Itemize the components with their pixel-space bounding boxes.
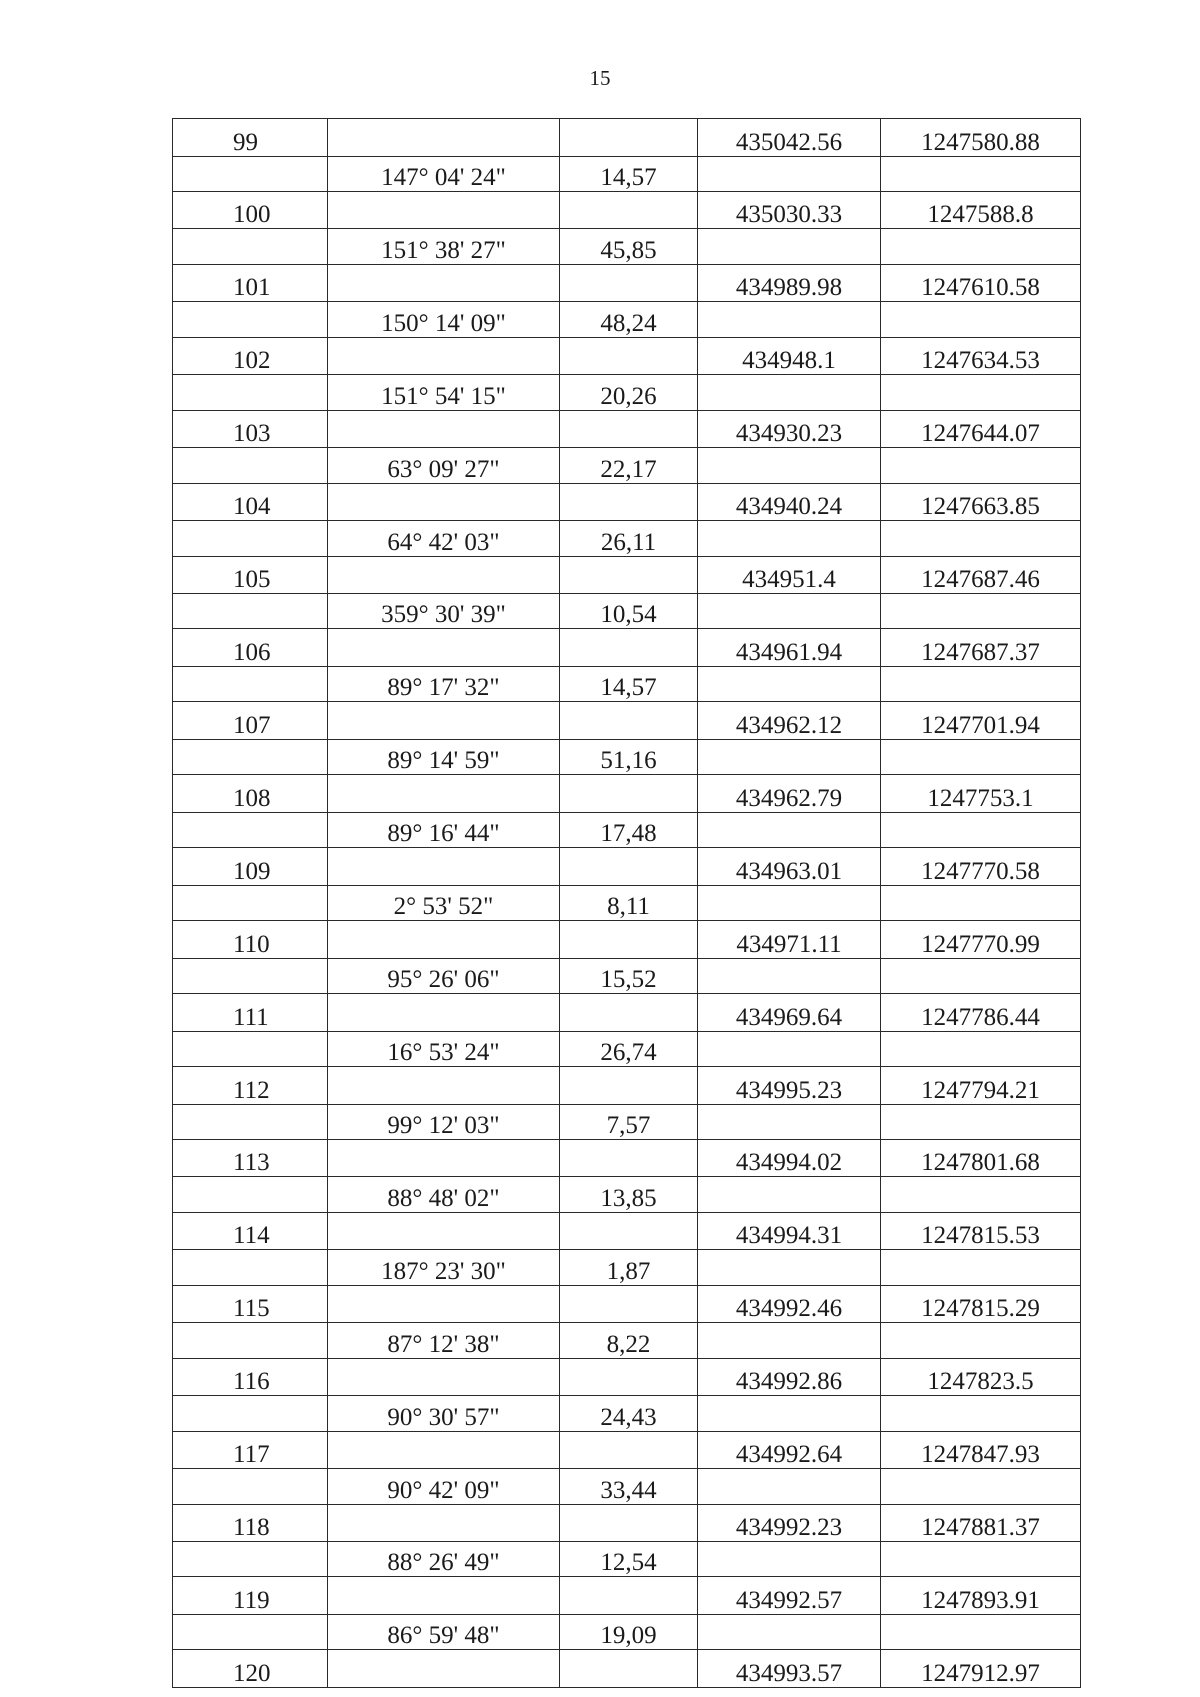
point-number: 110 — [173, 921, 328, 959]
empty-cell — [881, 958, 1081, 993]
point-row — [173, 1431, 1081, 1469]
empty-cell — [698, 1250, 881, 1285]
empty-cell — [560, 848, 698, 886]
y-coordinate: 1247770.99 — [881, 921, 1081, 959]
segment-row — [173, 1396, 1081, 1431]
empty-cell — [698, 1177, 881, 1212]
x-coordinate: 434989.98 — [698, 264, 881, 302]
empty-cell — [328, 848, 560, 886]
segment-row — [173, 1177, 1081, 1212]
page-number: 15 — [589, 66, 611, 90]
empty-cell — [328, 1431, 560, 1469]
empty-cell — [328, 337, 560, 375]
segment-distance: 48,24 — [560, 302, 698, 337]
segment-distance: 22,17 — [560, 448, 698, 483]
point-number: 118 — [173, 1504, 328, 1542]
bearing-angle: 16° 53' 24" — [328, 1031, 560, 1066]
empty-cell — [881, 1396, 1081, 1431]
y-coordinate: 1247847.93 — [881, 1431, 1081, 1469]
empty-cell — [698, 375, 881, 410]
y-coordinate: 1247881.37 — [881, 1504, 1081, 1542]
segment-distance: 26,11 — [560, 521, 698, 556]
empty-cell — [328, 775, 560, 813]
empty-cell — [881, 666, 1081, 701]
x-coordinate: 434969.64 — [698, 994, 881, 1032]
point-row — [173, 191, 1081, 229]
point-number: 119 — [173, 1577, 328, 1615]
empty-cell — [173, 739, 328, 774]
segment-distance: 8,11 — [560, 885, 698, 920]
x-coordinate: 434995.23 — [698, 1066, 881, 1104]
empty-cell — [560, 483, 698, 521]
bearing-angle: 359° 30' 39" — [328, 594, 560, 629]
empty-cell — [698, 1614, 881, 1649]
point-row — [173, 119, 1081, 157]
x-coordinate: 434962.79 — [698, 775, 881, 813]
empty-cell — [173, 885, 328, 920]
segment-row — [173, 302, 1081, 337]
point-row — [173, 1358, 1081, 1396]
x-coordinate: 434961.94 — [698, 629, 881, 667]
empty-cell — [560, 994, 698, 1032]
point-number: 116 — [173, 1358, 328, 1396]
segment-distance: 1,87 — [560, 1250, 698, 1285]
y-coordinate: 1247588.8 — [881, 191, 1081, 229]
point-row — [173, 1504, 1081, 1542]
segment-row — [173, 1104, 1081, 1139]
empty-cell — [328, 921, 560, 959]
empty-cell — [698, 885, 881, 920]
empty-cell — [881, 885, 1081, 920]
empty-cell — [698, 1104, 881, 1139]
y-coordinate: 1247893.91 — [881, 1577, 1081, 1615]
segment-row — [173, 885, 1081, 920]
empty-cell — [560, 1285, 698, 1323]
point-number: 108 — [173, 775, 328, 813]
segment-row — [173, 1542, 1081, 1577]
empty-cell — [698, 302, 881, 337]
empty-cell — [560, 191, 698, 229]
segment-distance: 51,16 — [560, 739, 698, 774]
empty-cell — [560, 921, 698, 959]
empty-cell — [698, 1396, 881, 1431]
point-number: 113 — [173, 1139, 328, 1177]
empty-cell — [328, 1358, 560, 1396]
empty-cell — [698, 1031, 881, 1066]
segment-row — [173, 666, 1081, 701]
point-row — [173, 702, 1081, 740]
empty-cell — [173, 812, 328, 847]
segment-distance: 7,57 — [560, 1104, 698, 1139]
segment-distance: 10,54 — [560, 594, 698, 629]
bearing-angle: 95° 26' 06" — [328, 958, 560, 993]
empty-cell — [881, 1250, 1081, 1285]
empty-cell — [881, 1104, 1081, 1139]
segment-distance: 17,48 — [560, 812, 698, 847]
empty-cell — [698, 958, 881, 993]
y-coordinate: 1247823.5 — [881, 1358, 1081, 1396]
segment-distance: 33,44 — [560, 1469, 698, 1504]
empty-cell — [328, 1650, 560, 1688]
empty-cell — [698, 229, 881, 264]
segment-distance: 45,85 — [560, 229, 698, 264]
y-coordinate: 1247912.97 — [881, 1650, 1081, 1688]
empty-cell — [560, 1431, 698, 1469]
empty-cell — [881, 1177, 1081, 1212]
bearing-angle: 150° 14' 09" — [328, 302, 560, 337]
point-row — [173, 994, 1081, 1032]
empty-cell — [328, 556, 560, 594]
y-coordinate: 1247634.53 — [881, 337, 1081, 375]
point-number: 117 — [173, 1431, 328, 1469]
empty-cell — [881, 302, 1081, 337]
segment-row — [173, 1031, 1081, 1066]
empty-cell — [698, 1323, 881, 1358]
empty-cell — [173, 666, 328, 701]
empty-cell — [173, 1542, 328, 1577]
empty-cell — [560, 556, 698, 594]
x-coordinate: 434993.57 — [698, 1650, 881, 1688]
y-coordinate: 1247815.53 — [881, 1212, 1081, 1250]
x-coordinate: 434994.02 — [698, 1139, 881, 1177]
empty-cell — [881, 156, 1081, 191]
segment-distance: 13,85 — [560, 1177, 698, 1212]
empty-cell — [173, 1614, 328, 1649]
empty-cell — [560, 1504, 698, 1542]
x-coordinate: 435030.33 — [698, 191, 881, 229]
segment-distance: 14,57 — [560, 156, 698, 191]
bearing-angle: 86° 59' 48" — [328, 1614, 560, 1649]
empty-cell — [173, 1396, 328, 1431]
y-coordinate: 1247770.58 — [881, 848, 1081, 886]
empty-cell — [881, 229, 1081, 264]
empty-cell — [173, 448, 328, 483]
segment-distance: 12,54 — [560, 1542, 698, 1577]
bearing-angle: 87° 12' 38" — [328, 1323, 560, 1358]
y-coordinate: 1247701.94 — [881, 702, 1081, 740]
empty-cell — [173, 302, 328, 337]
empty-cell — [328, 483, 560, 521]
y-coordinate: 1247794.21 — [881, 1066, 1081, 1104]
empty-cell — [328, 994, 560, 1032]
coordinates-table — [172, 118, 1081, 1688]
segment-row — [173, 375, 1081, 410]
point-row — [173, 1285, 1081, 1323]
x-coordinate: 434994.31 — [698, 1212, 881, 1250]
point-number: 111 — [173, 994, 328, 1032]
point-number: 103 — [173, 410, 328, 448]
segment-distance: 26,74 — [560, 1031, 698, 1066]
bearing-angle: 89° 16' 44" — [328, 812, 560, 847]
bearing-angle: 63° 09' 27" — [328, 448, 560, 483]
empty-cell — [560, 1212, 698, 1250]
point-number: 114 — [173, 1212, 328, 1250]
empty-cell — [698, 521, 881, 556]
x-coordinate: 434962.12 — [698, 702, 881, 740]
empty-cell — [328, 702, 560, 740]
empty-cell — [698, 1542, 881, 1577]
segment-row — [173, 958, 1081, 993]
point-number: 115 — [173, 1285, 328, 1323]
point-number: 102 — [173, 337, 328, 375]
x-coordinate: 434948.1 — [698, 337, 881, 375]
y-coordinate: 1247663.85 — [881, 483, 1081, 521]
bearing-angle: 88° 48' 02" — [328, 1177, 560, 1212]
x-coordinate: 434930.23 — [698, 410, 881, 448]
point-row — [173, 848, 1081, 886]
segment-row — [173, 229, 1081, 264]
empty-cell — [173, 521, 328, 556]
point-row — [173, 1650, 1081, 1688]
bearing-angle: 151° 38' 27" — [328, 229, 560, 264]
x-coordinate: 434971.11 — [698, 921, 881, 959]
segment-row — [173, 594, 1081, 629]
empty-cell — [328, 264, 560, 302]
x-coordinate: 435042.56 — [698, 119, 881, 157]
empty-cell — [328, 119, 560, 157]
segment-row — [173, 448, 1081, 483]
point-number: 106 — [173, 629, 328, 667]
point-number: 105 — [173, 556, 328, 594]
empty-cell — [560, 1577, 698, 1615]
segment-distance: 8,22 — [560, 1323, 698, 1358]
segment-distance: 20,26 — [560, 375, 698, 410]
x-coordinate: 434940.24 — [698, 483, 881, 521]
point-number: 100 — [173, 191, 328, 229]
bearing-angle: 89° 14' 59" — [328, 739, 560, 774]
segment-row — [173, 812, 1081, 847]
point-row — [173, 775, 1081, 813]
empty-cell — [881, 448, 1081, 483]
segment-row — [173, 739, 1081, 774]
empty-cell — [881, 1323, 1081, 1358]
empty-cell — [560, 629, 698, 667]
point-row — [173, 264, 1081, 302]
x-coordinate: 434992.23 — [698, 1504, 881, 1542]
segment-row — [173, 1250, 1081, 1285]
point-row — [173, 337, 1081, 375]
empty-cell — [173, 1104, 328, 1139]
y-coordinate: 1247801.68 — [881, 1139, 1081, 1177]
segment-distance: 19,09 — [560, 1614, 698, 1649]
point-row — [173, 556, 1081, 594]
empty-cell — [881, 594, 1081, 629]
empty-cell — [698, 448, 881, 483]
y-coordinate: 1247687.46 — [881, 556, 1081, 594]
empty-cell — [173, 958, 328, 993]
segment-row — [173, 521, 1081, 556]
x-coordinate: 434992.86 — [698, 1358, 881, 1396]
empty-cell — [698, 156, 881, 191]
empty-cell — [173, 1469, 328, 1504]
x-coordinate: 434963.01 — [698, 848, 881, 886]
point-row — [173, 1577, 1081, 1615]
empty-cell — [560, 1139, 698, 1177]
bearing-angle: 2° 53' 52" — [328, 885, 560, 920]
bearing-angle: 89° 17' 32" — [328, 666, 560, 701]
empty-cell — [173, 375, 328, 410]
y-coordinate: 1247753.1 — [881, 775, 1081, 813]
point-number: 112 — [173, 1066, 328, 1104]
empty-cell — [560, 1650, 698, 1688]
y-coordinate: 1247786.44 — [881, 994, 1081, 1032]
empty-cell — [328, 1577, 560, 1615]
empty-cell — [173, 594, 328, 629]
empty-cell — [881, 521, 1081, 556]
point-number: 104 — [173, 483, 328, 521]
empty-cell — [328, 1504, 560, 1542]
segment-row — [173, 156, 1081, 191]
empty-cell — [328, 1285, 560, 1323]
bearing-angle: 151° 54' 15" — [328, 375, 560, 410]
segment-row — [173, 1614, 1081, 1649]
empty-cell — [881, 812, 1081, 847]
empty-cell — [881, 1542, 1081, 1577]
x-coordinate: 434992.46 — [698, 1285, 881, 1323]
segment-row — [173, 1323, 1081, 1358]
empty-cell — [328, 629, 560, 667]
bearing-angle: 90° 30' 57" — [328, 1396, 560, 1431]
point-row — [173, 1066, 1081, 1104]
empty-cell — [173, 1031, 328, 1066]
y-coordinate: 1247815.29 — [881, 1285, 1081, 1323]
point-number: 107 — [173, 702, 328, 740]
point-row — [173, 410, 1081, 448]
empty-cell — [560, 1066, 698, 1104]
empty-cell — [173, 1323, 328, 1358]
point-row — [173, 629, 1081, 667]
segment-distance: 15,52 — [560, 958, 698, 993]
segment-distance: 14,57 — [560, 666, 698, 701]
point-number: 101 — [173, 264, 328, 302]
empty-cell — [173, 1250, 328, 1285]
bearing-angle: 147° 04' 24" — [328, 156, 560, 191]
empty-cell — [173, 1177, 328, 1212]
empty-cell — [881, 1614, 1081, 1649]
bearing-angle: 90° 42' 09" — [328, 1469, 560, 1504]
point-number: 99 — [173, 119, 328, 157]
empty-cell — [881, 739, 1081, 774]
point-row — [173, 921, 1081, 959]
empty-cell — [560, 119, 698, 157]
x-coordinate: 434951.4 — [698, 556, 881, 594]
empty-cell — [698, 594, 881, 629]
empty-cell — [698, 1469, 881, 1504]
empty-cell — [328, 410, 560, 448]
point-row — [173, 1212, 1081, 1250]
x-coordinate: 434992.57 — [698, 1577, 881, 1615]
empty-cell — [173, 229, 328, 264]
y-coordinate: 1247610.58 — [881, 264, 1081, 302]
bearing-angle: 99° 12' 03" — [328, 1104, 560, 1139]
segment-distance: 24,43 — [560, 1396, 698, 1431]
point-row — [173, 483, 1081, 521]
empty-cell — [328, 1212, 560, 1250]
empty-cell — [881, 375, 1081, 410]
empty-cell — [560, 775, 698, 813]
empty-cell — [881, 1031, 1081, 1066]
segment-row — [173, 1469, 1081, 1504]
point-number: 120 — [173, 1650, 328, 1688]
empty-cell — [698, 739, 881, 774]
bearing-angle: 88° 26' 49" — [328, 1542, 560, 1577]
bearing-angle: 64° 42' 03" — [328, 521, 560, 556]
x-coordinate: 434992.64 — [698, 1431, 881, 1469]
empty-cell — [698, 812, 881, 847]
empty-cell — [698, 666, 881, 701]
y-coordinate: 1247580.88 — [881, 119, 1081, 157]
y-coordinate: 1247687.37 — [881, 629, 1081, 667]
point-number: 109 — [173, 848, 328, 886]
empty-cell — [328, 1066, 560, 1104]
empty-cell — [173, 156, 328, 191]
empty-cell — [560, 702, 698, 740]
empty-cell — [560, 1358, 698, 1396]
empty-cell — [560, 410, 698, 448]
bearing-angle: 187° 23' 30" — [328, 1250, 560, 1285]
empty-cell — [881, 1469, 1081, 1504]
empty-cell — [560, 264, 698, 302]
empty-cell — [328, 191, 560, 229]
empty-cell — [328, 1139, 560, 1177]
point-row — [173, 1139, 1081, 1177]
y-coordinate: 1247644.07 — [881, 410, 1081, 448]
empty-cell — [560, 337, 698, 375]
